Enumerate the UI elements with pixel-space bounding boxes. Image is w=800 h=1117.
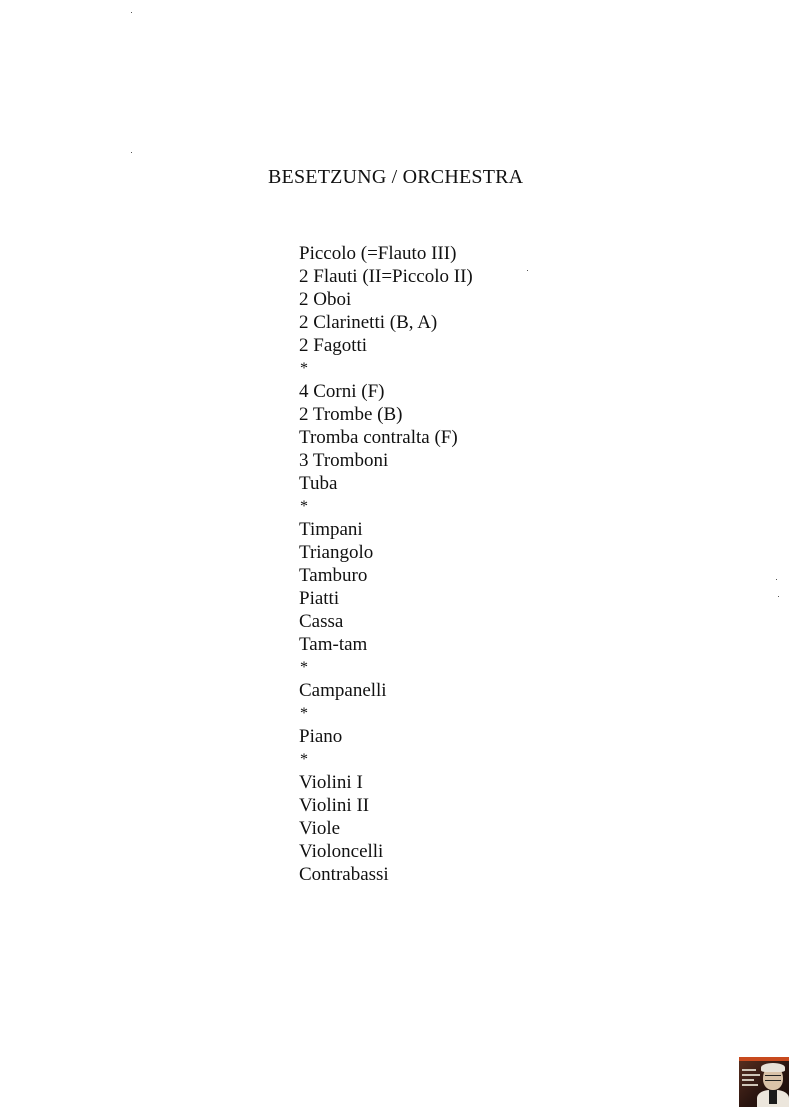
instrument-entry: Violini II	[299, 795, 370, 816]
scan-speck	[778, 596, 779, 597]
instrument-entry: 2 Fagotti	[299, 335, 368, 356]
instrument-entry: Violoncelli	[299, 841, 384, 862]
section-separator: *	[300, 498, 308, 515]
instrument-entry: Triangolo	[299, 542, 374, 563]
instrumentation-list	[299, 242, 473, 886]
instrument-entry: Viole	[299, 818, 341, 839]
section-separator: *	[300, 705, 308, 722]
instrument-entry: Timpani	[299, 519, 363, 540]
instrument-entry: Contrabassi	[299, 864, 389, 885]
instrument-entry: Piccolo (=Flauto III)	[299, 243, 457, 264]
instrument-entry: 2 Oboi	[299, 289, 352, 310]
scan-speck	[131, 152, 132, 153]
instrument-entry: 2 Flauti (II=Piccolo II)	[299, 266, 473, 287]
instrument-entry: Tuba	[299, 473, 338, 494]
scan-speck	[776, 579, 777, 580]
album-cover-portrait-icon[interactable]	[739, 1057, 789, 1107]
instrument-entry: Tam-tam	[299, 634, 368, 655]
instrument-entry: Tamburo	[299, 565, 368, 586]
thumbnail-figure-collar	[769, 1090, 777, 1104]
thumbnail-figure-glasses	[765, 1075, 781, 1081]
instrument-entry: 2 Clarinetti (B, A)	[299, 312, 438, 333]
instrument-entry: Violini I	[299, 772, 363, 793]
scan-speck	[527, 270, 528, 271]
instrument-entry: Piano	[299, 726, 343, 747]
instrument-entry: Campanelli	[299, 680, 387, 701]
section-separator: *	[300, 751, 308, 768]
page-title: BESETZUNG / ORCHESTRA	[268, 166, 524, 188]
section-separator: *	[300, 360, 308, 377]
instrument-entry: Cassa	[299, 611, 344, 632]
instrument-entry: Piatti	[299, 588, 340, 609]
instrument-entry: 2 Trombe (B)	[299, 404, 403, 425]
section-separator: *	[300, 659, 308, 676]
scan-speck	[131, 12, 132, 13]
thumbnail-accent-bar	[739, 1057, 789, 1061]
instrument-entry: 3 Tromboni	[299, 450, 389, 471]
thumbnail-cover-lettering	[742, 1069, 760, 1089]
thumbnail-figure-hair	[761, 1063, 785, 1072]
instrument-entry: Tromba contralta (F)	[299, 427, 458, 448]
instrument-entry: 4 Corni (F)	[299, 381, 385, 402]
